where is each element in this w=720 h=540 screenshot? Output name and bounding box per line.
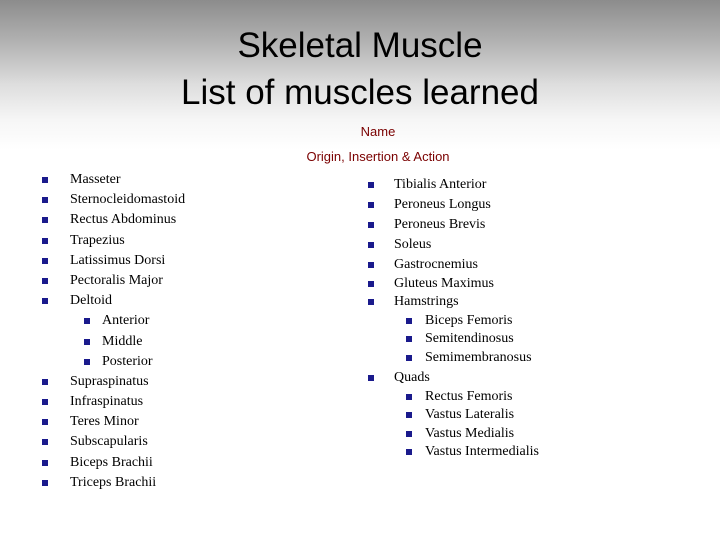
list-item-label: Supraspinatus [70, 373, 149, 389]
list-item [368, 256, 532, 275]
list-item-label: Gluteus Maximus [394, 275, 494, 291]
list-item-label: Posterior [102, 353, 153, 369]
sub-list-item [42, 352, 185, 372]
list-item [42, 190, 185, 210]
square-bullet-icon [368, 182, 374, 188]
square-bullet-icon [42, 379, 48, 385]
square-bullet-icon [42, 298, 48, 304]
sub-list-item [42, 332, 185, 352]
sub-list-item [368, 406, 539, 425]
list-item-label: Vastus Intermedialis [425, 444, 539, 459]
list-item [368, 176, 532, 195]
list-item-label: Teres Minor [70, 414, 139, 430]
list-item-label: Gastrocnemius [394, 257, 478, 273]
list-item-label: Latissimus Dorsi [70, 252, 166, 268]
square-bullet-icon [406, 449, 412, 455]
list-item-label: Semimembranosus [425, 349, 532, 365]
slide-title [0, 22, 720, 116]
square-bullet-icon [42, 197, 48, 203]
list-item-label: Peroneus Brevis [394, 217, 486, 233]
list-item [368, 369, 539, 388]
square-bullet-icon [406, 318, 412, 324]
square-bullet-icon [42, 177, 48, 183]
right-muscle-list-quads [368, 369, 539, 462]
list-item [42, 170, 185, 190]
sub-list-item [368, 425, 539, 444]
list-item [42, 432, 185, 452]
subtitle-origin-insertion-action: Origin, Insertion & Action [306, 149, 450, 164]
square-bullet-icon [368, 242, 374, 248]
list-item [368, 216, 532, 235]
square-bullet-icon [42, 399, 48, 405]
list-item-label: Middle [102, 333, 143, 349]
list-item [42, 231, 185, 251]
square-bullet-icon [368, 299, 374, 305]
sub-list-item [368, 443, 539, 462]
square-bullet-icon [42, 480, 48, 486]
list-item-label: Infraspinatus [70, 394, 144, 410]
list-item-label: Subscapularis [70, 434, 148, 450]
square-bullet-icon [368, 281, 374, 287]
title-line-2: List of muscles learned [181, 73, 539, 112]
square-bullet-icon [42, 238, 48, 244]
list-item-label: Tibialis Anterior [394, 177, 487, 192]
list-item [42, 210, 185, 230]
list-item [42, 251, 185, 271]
right-muscle-list [368, 176, 532, 367]
list-item [42, 291, 185, 311]
list-item [368, 275, 532, 294]
square-bullet-icon [42, 278, 48, 284]
list-item [368, 196, 532, 215]
sub-list-item [368, 388, 539, 407]
square-bullet-icon [368, 202, 374, 208]
list-item-label: Biceps Femoris [425, 312, 513, 328]
list-item-label: Anterior [102, 313, 150, 329]
list-item [42, 473, 185, 493]
square-bullet-icon [406, 394, 412, 400]
list-item [368, 293, 532, 312]
list-item-label: Quads [394, 370, 430, 385]
square-bullet-icon [42, 217, 48, 223]
list-item [42, 372, 185, 392]
square-bullet-icon [42, 439, 48, 445]
square-bullet-icon [368, 222, 374, 228]
list-item [42, 271, 185, 291]
sub-list-item [368, 312, 532, 331]
square-bullet-icon [406, 412, 412, 418]
square-bullet-icon [368, 375, 374, 381]
list-item-label: Vastus Lateralis [425, 407, 515, 422]
square-bullet-icon [406, 355, 412, 361]
list-item-label: Hamstrings [394, 294, 459, 310]
square-bullet-icon [406, 336, 412, 342]
square-bullet-icon [406, 431, 412, 437]
square-bullet-icon [42, 258, 48, 264]
square-bullet-icon [42, 460, 48, 466]
list-item [42, 453, 185, 473]
subtitle-name: Name [360, 124, 396, 139]
square-bullet-icon [84, 359, 90, 365]
list-item-label: Soleus [394, 237, 432, 253]
list-item-label: Trapezius [70, 232, 125, 248]
left-muscle-list [42, 170, 185, 493]
sub-list-item [42, 311, 185, 331]
list-item-label: Vastus Medialis [425, 425, 515, 441]
list-item-label: Rectus Abdominus [70, 212, 177, 228]
list-item-label: Pectoralis Major [70, 272, 163, 288]
list-item-label: Peroneus Longus [394, 197, 491, 213]
list-item-label: Sternocleidomastoid [70, 192, 186, 208]
list-item-label: Rectus Femoris [425, 388, 513, 404]
square-bullet-icon [84, 318, 90, 324]
list-item [42, 412, 185, 432]
list-item [42, 392, 185, 412]
list-item-label: Masseter [70, 172, 121, 187]
sub-list-item [368, 330, 532, 349]
list-item [368, 236, 532, 255]
list-item-label: Biceps Brachii [70, 454, 153, 470]
title-line-1: Skeletal Muscle [237, 26, 483, 65]
list-item-label: Triceps Brachii [70, 474, 157, 490]
sub-list-item [368, 349, 532, 368]
square-bullet-icon [84, 339, 90, 345]
square-bullet-icon [368, 262, 374, 268]
list-item-label: Semitendinosus [425, 331, 514, 347]
square-bullet-icon [42, 419, 48, 425]
list-item-label: Deltoid [70, 293, 112, 309]
